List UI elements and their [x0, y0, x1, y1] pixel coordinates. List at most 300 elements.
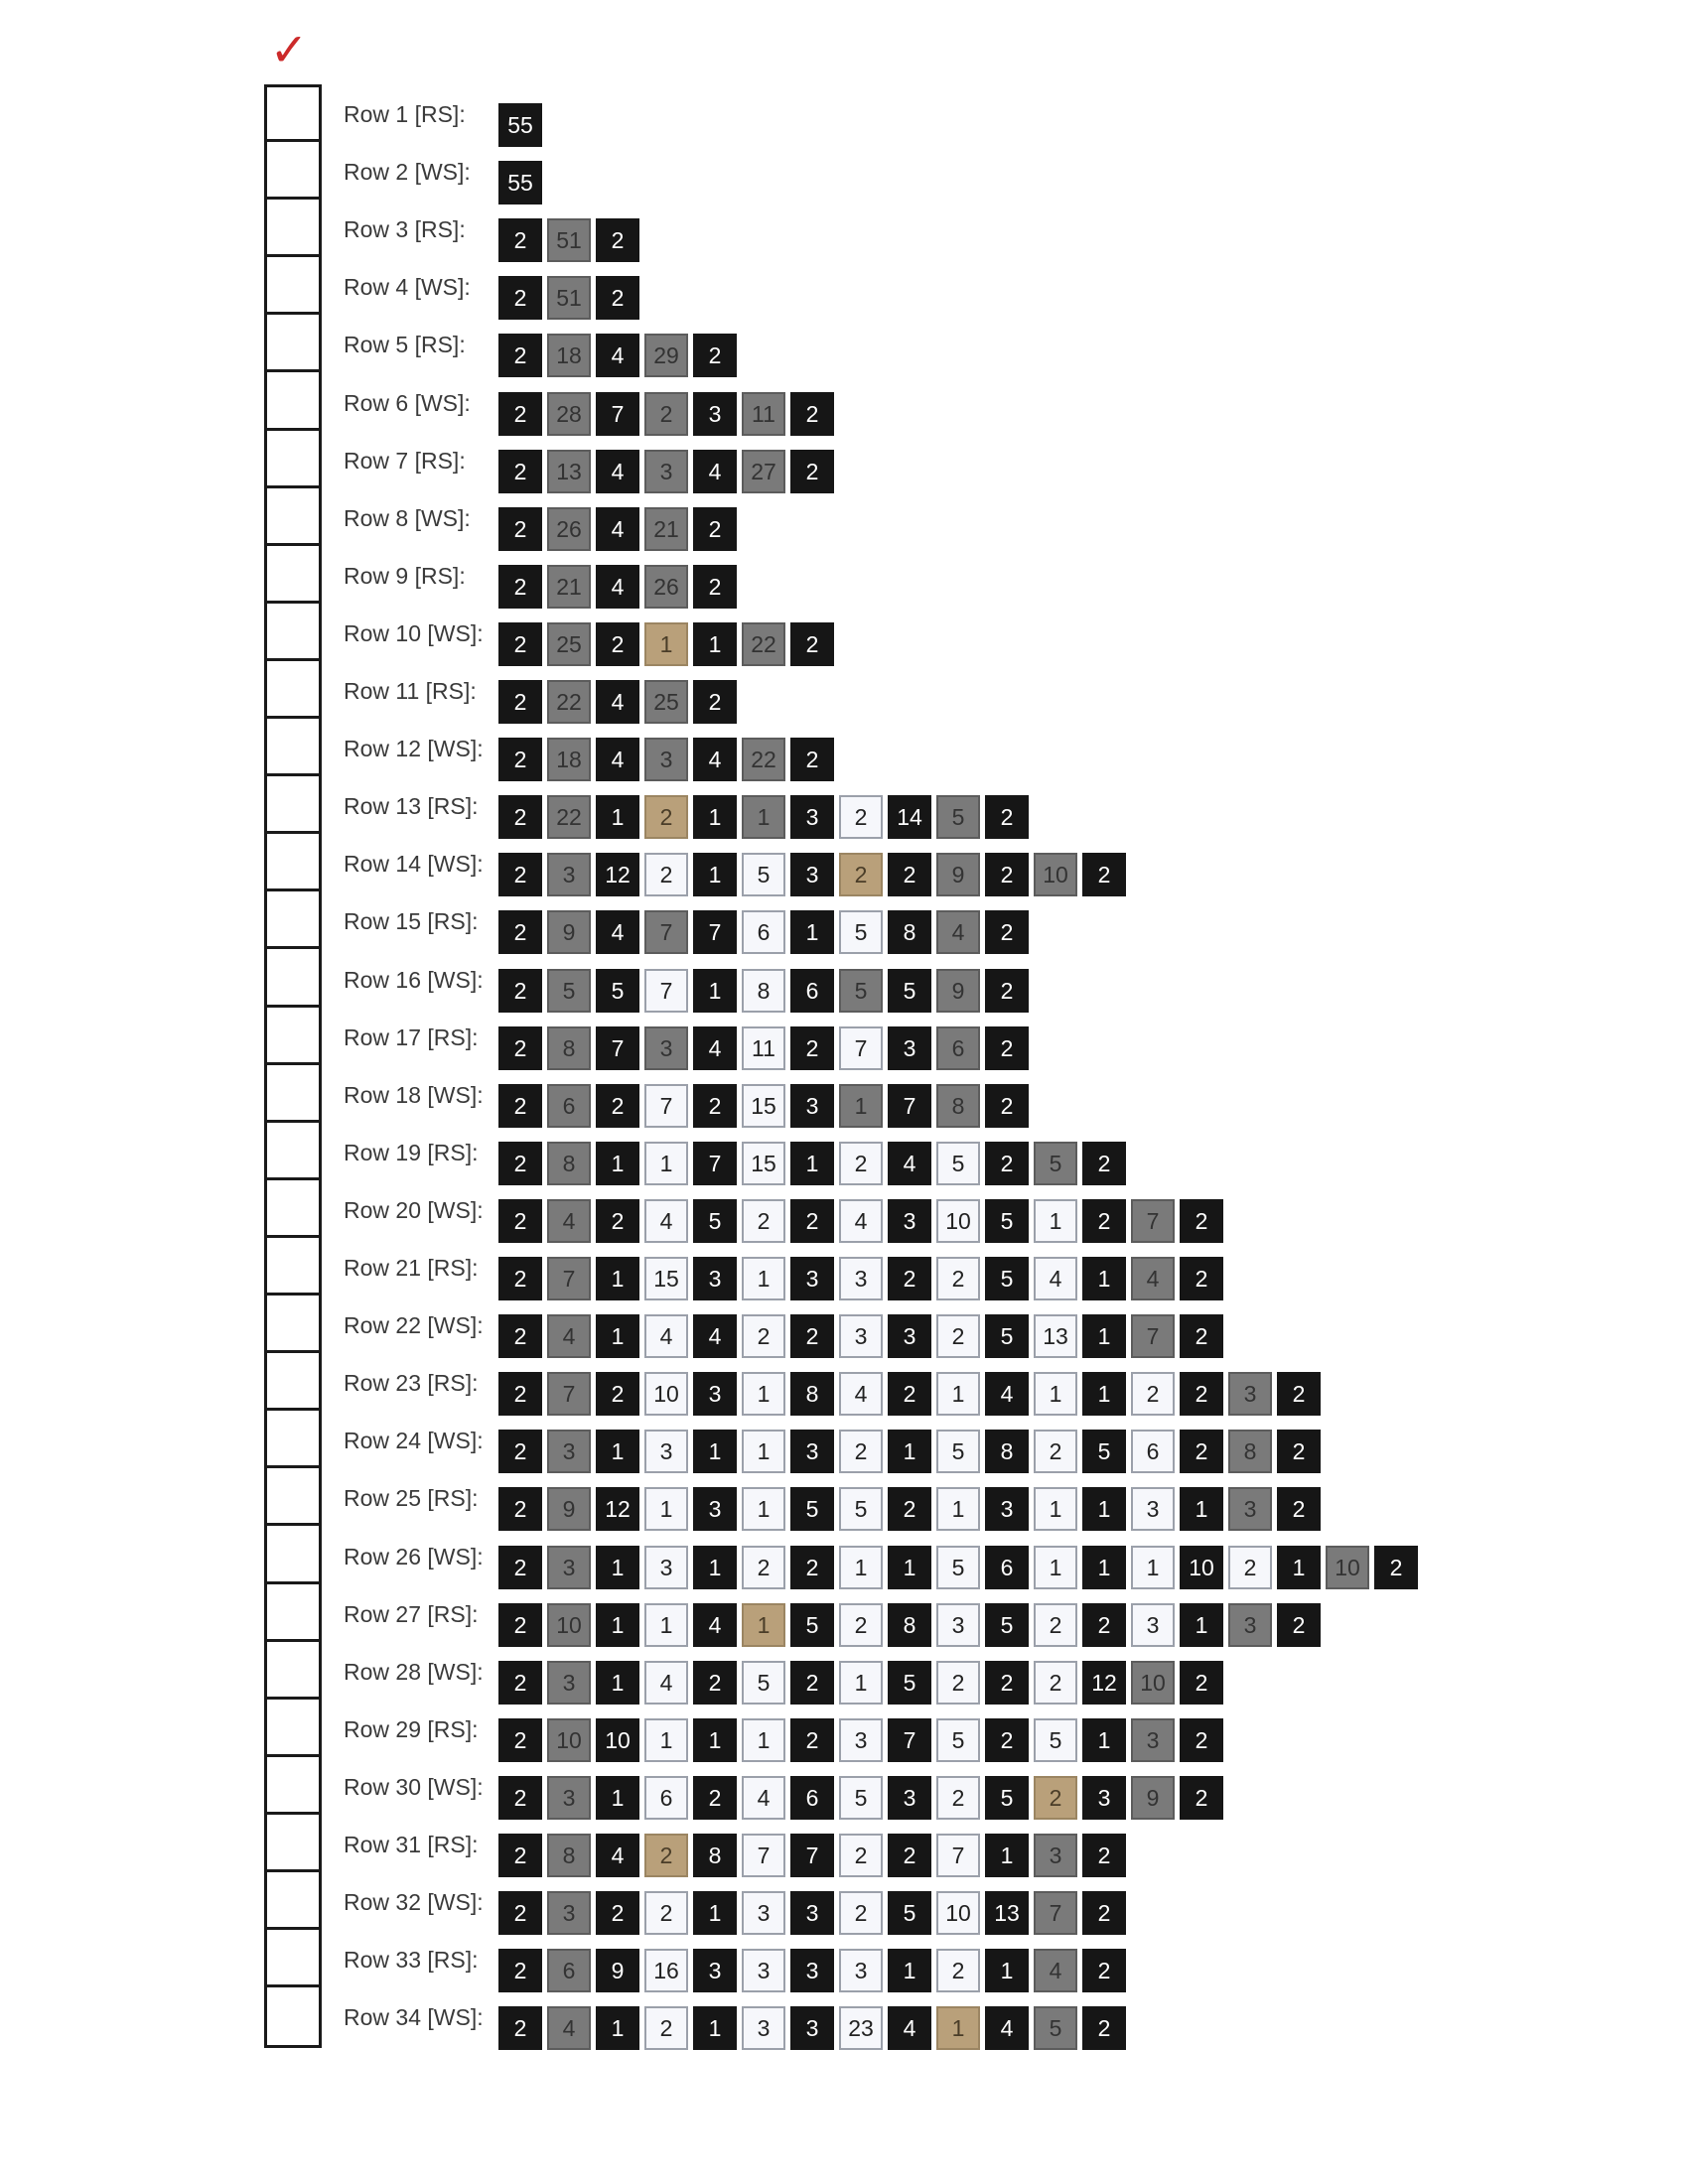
stitch-count-cell: 12: [596, 1487, 639, 1531]
stitch-count-cell: 5: [839, 969, 883, 1013]
stitch-count-cell: 4: [985, 1372, 1029, 1416]
stitch-count-cell: 3: [1228, 1603, 1272, 1647]
stitch-count-cell: 1: [1034, 1199, 1077, 1243]
row-label: Row 31 [RS]:: [344, 1832, 479, 1857]
stitch-count-cell: 29: [644, 334, 688, 377]
stitch-count-cell: 3: [693, 1372, 737, 1416]
stitch-count-cell: 22: [742, 622, 785, 666]
row-checkbox[interactable]: [267, 1875, 319, 1930]
stitch-count-cell: 3: [888, 1314, 931, 1358]
row-checkbox[interactable]: [267, 1645, 319, 1700]
stitch-count-cell: 7: [1034, 1891, 1077, 1935]
row-checkbox[interactable]: [267, 837, 319, 891]
stitch-count-cell: 1: [1082, 1257, 1126, 1300]
stitch-count-cell: 1: [839, 1661, 883, 1705]
stitch-count-cell: 1: [985, 1834, 1029, 1877]
stitch-count-cell: 2: [888, 1372, 931, 1416]
stitch-count-cell: 5: [742, 853, 785, 896]
stitch-count-cell: 2: [790, 738, 834, 781]
stitch-count-cell: 10: [936, 1891, 980, 1935]
stitch-count-cell: 2: [790, 450, 834, 493]
row-checkbox[interactable]: [267, 1933, 319, 1987]
stitch-count-cell: 2: [839, 1834, 883, 1877]
stitch-count-cell: 8: [547, 1834, 591, 1877]
stitch-count-cell: 3: [693, 1487, 737, 1531]
stitch-count-cell: 1: [596, 1546, 639, 1589]
stitch-count-cell: 3: [1131, 1718, 1175, 1762]
stitch-count-cell: 2: [1082, 1949, 1126, 1992]
stitch-count-cell: 2: [839, 1891, 883, 1935]
row-checkbox[interactable]: [267, 318, 319, 372]
stitch-count-cell: 1: [596, 1776, 639, 1820]
stitch-count-cell: 6: [790, 1776, 834, 1820]
stitch-count-cell: 2: [498, 680, 542, 724]
stitch-count-cell: 11: [742, 392, 785, 436]
stitch-count-cell: 2: [1082, 1891, 1126, 1935]
row-checkbox[interactable]: [267, 1356, 319, 1411]
stitch-count-cell: 10: [596, 1718, 639, 1762]
stitch-count-cell: 2: [498, 1949, 542, 1992]
stitch-count-cell: 10: [936, 1199, 980, 1243]
stitch-count-cell: 1: [644, 1603, 688, 1647]
row-checkbox[interactable]: [267, 1183, 319, 1238]
stitch-count-cell: 1: [693, 1891, 737, 1935]
stitch-count-cell: 3: [790, 853, 834, 896]
stitch-count-cell: 7: [644, 910, 688, 954]
stitch-count-cell: 1: [839, 1546, 883, 1589]
stitch-count-cell: 5: [547, 969, 591, 1013]
stitch-count-cell: 2: [498, 738, 542, 781]
stitch-count-cell: 51: [547, 276, 591, 320]
row-checkbox[interactable]: [267, 1530, 319, 1584]
stitch-count-cell: 2: [596, 218, 639, 262]
row-label: Row 29 [RS]:: [344, 1715, 479, 1742]
check-mark-icon: ✓: [269, 23, 309, 76]
stitch-count-cell: 3: [936, 1603, 980, 1647]
row-label: Row 11 [RS]:: [344, 678, 477, 704]
stitch-count-cell: 2: [985, 795, 1029, 839]
stitch-count-cell: 2: [498, 1834, 542, 1877]
stitch-count-cell: 3: [790, 1084, 834, 1128]
stitch-count-cell: 4: [839, 1199, 883, 1243]
stitch-count-cell: 2: [1034, 1430, 1077, 1473]
stitch-count-cell: 2: [596, 276, 639, 320]
stitch-count-cell: 2: [498, 795, 542, 839]
stitch-count-cell: 2: [985, 969, 1029, 1013]
stitch-count-cell: 3: [839, 1718, 883, 1762]
stitch-count-cell: 26: [644, 565, 688, 609]
stitch-count-cell: 1: [644, 622, 688, 666]
row-label: Row 22 [WS]:: [344, 1312, 484, 1339]
stitch-count-cell: 2: [644, 1891, 688, 1935]
stitch-count-cell: 2: [693, 507, 737, 551]
stitch-count-cell: 2: [498, 1084, 542, 1128]
stitch-count-cell: 9: [1131, 1776, 1175, 1820]
stitch-count-cell: 51: [547, 218, 591, 262]
row-checkbox[interactable]: [267, 1703, 319, 1757]
stitch-count-cell: 1: [1034, 1372, 1077, 1416]
stitch-count-cell: 4: [888, 2006, 931, 2050]
stitch-count-cell: 4: [1131, 1257, 1175, 1300]
stitch-count-cell: 5: [742, 1661, 785, 1705]
stitch-count-cell: 2: [790, 1314, 834, 1358]
stitch-count-cell: 2: [693, 1661, 737, 1705]
stitch-count-cell: 26: [547, 507, 591, 551]
stitch-count-cell: 8: [693, 1834, 737, 1877]
stitch-count-cell: 4: [1034, 1257, 1077, 1300]
stitch-count-cell: 7: [888, 1718, 931, 1762]
stitch-count-cell: 2: [790, 1026, 834, 1070]
stitch-count-cell: 13: [1034, 1314, 1077, 1358]
stitch-count-cell: 3: [547, 853, 591, 896]
stitch-count-cell: 55: [498, 161, 542, 205]
stitch-count-cell: 2: [790, 1199, 834, 1243]
stitch-count-cell: 3: [839, 1314, 883, 1358]
stitch-count-cell: 25: [547, 622, 591, 666]
row-label: Row 8 [WS]:: [344, 504, 471, 531]
stitch-count-cell: 2: [693, 680, 737, 724]
row-checkbox[interactable]: [267, 87, 319, 142]
stitch-count-cell: 4: [693, 450, 737, 493]
stitch-count-cell: 2: [498, 1314, 542, 1358]
row-label: Row 12 [WS]:: [344, 736, 484, 762]
row-label: Row 27 [RS]:: [344, 1600, 479, 1627]
stitch-count-cell: 2: [498, 1776, 542, 1820]
row-label: Row 32 [WS]:: [344, 1889, 484, 1916]
row-checkbox[interactable]: [267, 607, 319, 661]
row-checkbox[interactable]: [267, 434, 319, 488]
stitch-count-cell: 28: [547, 392, 591, 436]
row-checkbox[interactable]: [267, 549, 319, 604]
row-label: Row 25 [RS]:: [344, 1485, 479, 1512]
stitch-count-cell: 2: [498, 392, 542, 436]
stitch-count-cell: 3: [790, 795, 834, 839]
stitch-count-cell: 3: [644, 450, 688, 493]
row-checkbox[interactable]: [267, 1587, 319, 1642]
stitch-count-cell: 2: [888, 1834, 931, 1877]
row-label: Row 18 [WS]:: [344, 1081, 484, 1108]
stitch-count-cell: 1: [693, 1546, 737, 1589]
stitch-count-cell: 3: [547, 1546, 591, 1589]
stitch-count-cell: 3: [1131, 1487, 1175, 1531]
row-checkbox[interactable]: [267, 1818, 319, 1872]
stitch-count-cell: 2: [596, 1891, 639, 1935]
stitch-count-cell: 2: [1180, 1372, 1223, 1416]
stitch-count-cell: 5: [839, 910, 883, 954]
stitch-count-cell: 5: [936, 795, 980, 839]
stitch-count-cell: 2: [1277, 1372, 1321, 1416]
stitch-count-cell: 2: [742, 1546, 785, 1589]
row-checkbox[interactable]: [267, 1126, 319, 1180]
stitch-count-cell: 2: [498, 276, 542, 320]
stitch-count-cell: 4: [547, 2006, 591, 2050]
stitch-count-cell: 1: [693, 1430, 737, 1473]
stitch-count-cell: 4: [596, 507, 639, 551]
stitch-count-cell: 5: [1034, 1718, 1077, 1762]
stitch-count-cell: 10: [1180, 1546, 1223, 1589]
stitch-count-cell: 3: [1034, 1834, 1077, 1877]
stitch-count-cell: 1: [742, 1487, 785, 1531]
stitch-count-cell: 2: [644, 853, 688, 896]
stitch-count-cell: 2: [1082, 853, 1126, 896]
stitch-count-cell: 6: [547, 1949, 591, 1992]
stitch-count-cell: 22: [547, 795, 591, 839]
row-checkbox[interactable]: [267, 1298, 319, 1353]
stitch-count-cell: 2: [839, 1603, 883, 1647]
stitch-count-cell: 2: [498, 1487, 542, 1531]
stitch-count-cell: 5: [693, 1199, 737, 1243]
stitch-count-cell: 2: [936, 1257, 980, 1300]
stitch-count-cell: 2: [936, 1776, 980, 1820]
row-checkbox[interactable]: [267, 722, 319, 776]
stitch-count-cell: 5: [888, 1661, 931, 1705]
stitch-count-cell: 2: [498, 1257, 542, 1300]
row-checkbox[interactable]: [267, 1471, 319, 1526]
row-label: Row 30 [WS]:: [344, 1773, 484, 1800]
stitch-count-cell: 2: [985, 910, 1029, 954]
stitch-count-cell: 18: [547, 738, 591, 781]
stitch-count-cell: 1: [693, 2006, 737, 2050]
stitch-count-cell: 2: [742, 1199, 785, 1243]
row-label: Row 26 [WS]:: [344, 1543, 484, 1570]
stitch-count-cell: 3: [742, 1949, 785, 1992]
stitch-count-cell: 2: [498, 450, 542, 493]
stitch-count-cell: 13: [985, 1891, 1029, 1935]
stitch-count-cell: 2: [1082, 2006, 1126, 2050]
stitch-count-cell: 6: [985, 1546, 1029, 1589]
row-checkbox[interactable]: [267, 1990, 319, 2045]
stitch-count-cell: 4: [693, 1026, 737, 1070]
stitch-count-cell: 3: [985, 1487, 1029, 1531]
stitch-count-cell: 2: [693, 565, 737, 609]
row-checkbox[interactable]: [267, 1241, 319, 1296]
stitch-count-cell: 10: [1326, 1546, 1369, 1589]
stitch-count-cell: 3: [742, 2006, 785, 2050]
stitch-count-cell: 55: [498, 103, 542, 147]
stitch-count-cell: 1: [693, 795, 737, 839]
stitch-count-cell: 1: [693, 969, 737, 1013]
stitch-count-cell: 5: [936, 1430, 980, 1473]
row-checkbox[interactable]: [267, 894, 319, 949]
stitch-count-cell: 2: [498, 1199, 542, 1243]
stitch-count-cell: 7: [936, 1834, 980, 1877]
row-label: Row 7 [RS]:: [344, 447, 466, 474]
stitch-count-cell: 7: [888, 1084, 931, 1128]
stitch-count-cell: 2: [498, 969, 542, 1013]
stitch-count-cell: 1: [742, 1372, 785, 1416]
stitch-count-cell: 7: [1131, 1314, 1175, 1358]
row-checkbox[interactable]: [267, 953, 319, 1008]
stitch-count-cell: 1: [936, 2006, 980, 2050]
stitch-count-cell: 3: [644, 1546, 688, 1589]
stitch-count-cell: 2: [985, 1084, 1029, 1128]
stitch-count-cell: 9: [936, 969, 980, 1013]
stitch-count-cell: 1: [742, 1257, 785, 1300]
stitch-count-cell: 15: [742, 1084, 785, 1128]
stitch-count-cell: 2: [1131, 1372, 1175, 1416]
stitch-count-cell: 2: [596, 1199, 639, 1243]
stitch-count-cell: 1: [936, 1487, 980, 1531]
stitch-count-cell: 7: [596, 392, 639, 436]
stitch-count-cell: 25: [644, 680, 688, 724]
stitch-count-cell: 3: [888, 1776, 931, 1820]
stitch-count-cell: 7: [644, 969, 688, 1013]
stitch-count-cell: 9: [547, 1487, 591, 1531]
stitch-count-cell: 3: [644, 738, 688, 781]
row-label: Row 5 [RS]:: [344, 332, 466, 358]
stitch-count-cell: 23: [839, 2006, 883, 2050]
row-label: Row 14 [WS]:: [344, 851, 484, 878]
stitch-count-cell: 21: [547, 565, 591, 609]
stitch-count-cell: 4: [547, 1314, 591, 1358]
stitch-count-cell: 1: [644, 1142, 688, 1185]
stitch-count-cell: 5: [985, 1257, 1029, 1300]
stitch-count-cell: 2: [693, 1776, 737, 1820]
stitch-count-cell: 2: [498, 1891, 542, 1935]
stitch-count-cell: 2: [498, 1026, 542, 1070]
stitch-count-cell: 1: [596, 1430, 639, 1473]
stitch-count-cell: 7: [693, 1142, 737, 1185]
stitch-count-cell: 1: [693, 853, 737, 896]
stitch-count-cell: 2: [498, 853, 542, 896]
row-checkbox[interactable]: [267, 376, 319, 431]
stitch-count-cell: 1: [644, 1487, 688, 1531]
stitch-count-cell: 22: [547, 680, 591, 724]
stitch-count-cell: 6: [1131, 1430, 1175, 1473]
stitch-count-cell: 2: [888, 853, 931, 896]
stitch-count-cell: 4: [596, 1834, 639, 1877]
stitch-count-cell: 3: [790, 2006, 834, 2050]
row-checkbox[interactable]: [267, 779, 319, 834]
row-checkbox[interactable]: [267, 664, 319, 719]
stitch-count-cell: 2: [839, 795, 883, 839]
stitch-count-cell: 2: [888, 1487, 931, 1531]
stitch-count-cell: 3: [693, 392, 737, 436]
stitch-count-cell: 4: [644, 1661, 688, 1705]
stitch-count-cell: 7: [693, 910, 737, 954]
stitch-count-cell: 2: [596, 622, 639, 666]
stitch-count-cell: 2: [985, 1026, 1029, 1070]
stitch-count-cell: 2: [498, 1661, 542, 1705]
stitch-count-cell: 21: [644, 507, 688, 551]
stitch-count-cell: 27: [742, 450, 785, 493]
stitch-count-cell: 2: [985, 1142, 1029, 1185]
stitch-count-cell: 2: [498, 507, 542, 551]
row-checkbox[interactable]: [267, 1760, 319, 1815]
stitch-count-cell: 1: [936, 1372, 980, 1416]
stitch-count-cell: 3: [839, 1949, 883, 1992]
stitch-count-cell: 10: [644, 1372, 688, 1416]
stitch-count-cell: 4: [936, 910, 980, 954]
stitch-count-cell: 1: [888, 1546, 931, 1589]
row-label: Row 20 [WS]:: [344, 1196, 484, 1223]
stitch-count-cell: 2: [1180, 1776, 1223, 1820]
stitch-count-cell: 4: [596, 450, 639, 493]
row-label: Row 9 [RS]:: [344, 562, 466, 589]
stitch-count-cell: 2: [985, 853, 1029, 896]
stitch-count-cell: 6: [790, 969, 834, 1013]
stitch-count-cell: 7: [596, 1026, 639, 1070]
stitch-count-cell: 1: [742, 1718, 785, 1762]
stitch-count-cell: 2: [644, 392, 688, 436]
stitch-count-cell: 3: [742, 1891, 785, 1935]
row-checkbox[interactable]: [267, 1011, 319, 1065]
stitch-count-cell: 1: [985, 1949, 1029, 1992]
row-label: Row 3 [RS]:: [344, 216, 466, 243]
stitch-count-cell: 10: [547, 1603, 591, 1647]
stitch-count-cell: 4: [693, 1314, 737, 1358]
stitch-count-cell: 5: [985, 1314, 1029, 1358]
row-label: Row 6 [WS]:: [344, 389, 471, 416]
stitch-count-cell: 2: [596, 1084, 639, 1128]
stitch-count-cell: 5: [1082, 1430, 1126, 1473]
stitch-count-cell: 5: [985, 1776, 1029, 1820]
row-checkbox[interactable]: [267, 1414, 319, 1468]
stitch-count-cell: 2: [644, 795, 688, 839]
stitch-count-cell: 12: [1082, 1661, 1126, 1705]
stitch-count-cell: 3: [547, 1430, 591, 1473]
stitch-count-cell: 1: [1180, 1487, 1223, 1531]
stitch-count-cell: 4: [742, 1776, 785, 1820]
stitch-count-cell: 11: [742, 1026, 785, 1070]
row-checkbox[interactable]: [267, 203, 319, 257]
row-label: Row 24 [WS]:: [344, 1428, 484, 1454]
stitch-count-cell: 1: [1034, 1546, 1077, 1589]
row-checkbox[interactable]: [267, 491, 319, 546]
stitch-count-cell: 5: [839, 1487, 883, 1531]
stitch-count-cell: 1: [1082, 1718, 1126, 1762]
stitch-count-cell: 6: [936, 1026, 980, 1070]
stitch-count-cell: 6: [644, 1776, 688, 1820]
stitch-count-cell: 4: [596, 910, 639, 954]
row-label: Row 2 [WS]:: [344, 159, 471, 186]
stitch-count-cell: 5: [936, 1546, 980, 1589]
stitch-count-cell: 3: [888, 1026, 931, 1070]
row-checkbox[interactable]: [267, 260, 319, 315]
stitch-count-cell: 1: [742, 1603, 785, 1647]
stitch-count-cell: 1: [596, 1661, 639, 1705]
stitch-count-cell: 15: [742, 1142, 785, 1185]
row-checkbox[interactable]: [267, 1068, 319, 1123]
stitch-count-cell: 5: [985, 1199, 1029, 1243]
stitch-count-cell: 9: [936, 853, 980, 896]
stitch-count-cell: 2: [1180, 1199, 1223, 1243]
stitch-count-cell: 7: [742, 1834, 785, 1877]
stitch-count-cell: 2: [936, 1314, 980, 1358]
stitch-count-cell: 1: [790, 1142, 834, 1185]
stitch-count-cell: 7: [1131, 1199, 1175, 1243]
row-checkbox-column: [264, 84, 322, 2048]
stitch-count-cell: 2: [1180, 1718, 1223, 1762]
row-checkbox[interactable]: [267, 145, 319, 200]
stitch-count-cell: 2: [985, 1718, 1029, 1762]
stitch-count-cell: 4: [596, 738, 639, 781]
row-label: Row 23 [RS]:: [344, 1370, 479, 1397]
stitch-count-cell: 1: [888, 1430, 931, 1473]
stitch-count-cell: 2: [790, 1546, 834, 1589]
stitch-count-cell: 9: [547, 910, 591, 954]
stitch-count-cell: 16: [644, 1949, 688, 1992]
stitch-count-cell: 4: [596, 565, 639, 609]
stitch-count-cell: 5: [888, 1891, 931, 1935]
stitch-count-cell: 5: [790, 1603, 834, 1647]
stitch-count-cell: 8: [547, 1142, 591, 1185]
row-label: Row 28 [WS]:: [344, 1658, 484, 1685]
stitch-count-cell: 1: [596, 1603, 639, 1647]
stitch-count-cell: 2: [498, 218, 542, 262]
stitch-count-cell: 2: [498, 1372, 542, 1416]
row-label: Row 19 [RS]:: [344, 1139, 479, 1165]
